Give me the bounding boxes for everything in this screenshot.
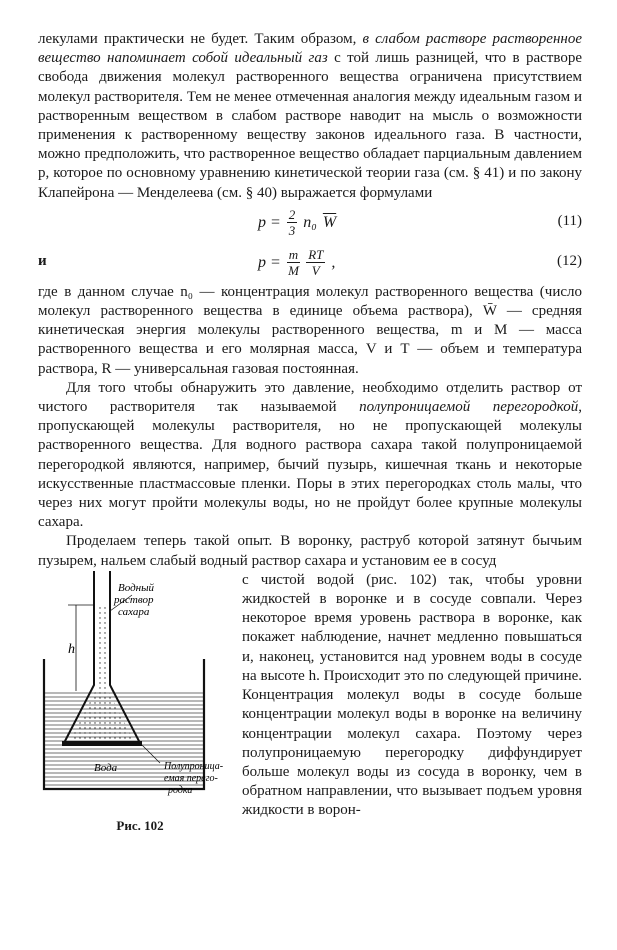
equation-number-12: (12) <box>557 252 582 269</box>
membrane <box>62 741 142 746</box>
label-water: Вода <box>94 761 118 774</box>
label-membrane-2: емая перего- <box>164 772 218 784</box>
paragraph-4: Проделаем теперь такой опыт. В воронку, раструб которой затянут бычьим пузырем, нальем слабый водный раствор сахара и установим ее в сосуд <box>38 533 582 569</box>
label-membrane-3: родка <box>168 784 193 796</box>
figure-102 <box>38 571 242 834</box>
figure-caption: Рис. 102 <box>116 817 164 833</box>
equation-12: и p = $\frac{m}{M}$ $\frac{RT}{V}$ , (12) <box>38 247 582 279</box>
label-membrane-1: Полупроница- <box>164 760 224 772</box>
label-solution-1: Водный <box>118 581 155 594</box>
osmosis-diagram <box>38 571 238 809</box>
equation-11: p = $\frac{2}{3}$ n₀ $\overline{W}$ (11) <box>258 207 582 239</box>
paragraph-2: где в данном случае n₀ — концентрация молекул растворенного вещества (число молекул растворенного вещества в единице объема раствора), W̄ — средняя кинетическая энергия молекулы растворенного вещества, m и M — масса растворенного вещества и его молярная масса, V и T — объем и температура раствора, R — универсальная газовая постоянная. <box>38 283 582 377</box>
page-text <box>38 30 582 834</box>
label-solution-2: раствор <box>114 593 154 606</box>
paragraph-3: Для того чтобы обнаружить это давление, необходимо отделить раствор от чистого растворителя так называемой полупроницаемой перегородкой, пропускающей молекулы растворителя, но не пропускающей молекулы растворенного вещества. Для водного раствора сахара такой полупроницаемой перегородкой являются, например, бычий пузырь, кишечная ткань и некоторые искусственные пластмассовые пленки. Поры в этих перегородках столь малы, что через них могут пройти молекулы воды, но не пройдут более крупные молекулы сахара. <box>38 379 582 531</box>
paragraph-4-side: с чистой водой (рис. 102) так, чтобы уровни жидкостей в воронке и в сосуде совпали. Через некоторое время уровень раствора в воронке, как покажет наблюдение, начнет медленно повышаться и, наконец, установится над уровнем воды в сосуде на высоте h. Происходит это по следующей причине. Концентрация молекул воды в сосуде больше концентрации молекул воды в воронке на величину концентрации молекул сахара. Поэтому через полупроницаемую перегородку диффундирует больше молекул воды из сосуда в воронку, чем в обратном направлении, что вызывает подъем уровня жидкости в ворон- <box>242 571 582 819</box>
label-solution-3: сахара <box>118 605 150 618</box>
paragraph-1: лекулами практически не будет. Таким образом, в слабом растворе растворенное вещество напоминает собой идеальный газ с той лишь разницей, что в растворе свобода движения молекул растворенного вещества ограничена присутствием молекул растворителя. Тем не менее отмеченная аналогия между идеальным газом и растворенным веществом в слабом растворе наводит на мысль о возможности применения к растворенному веществу законов идеального газа. В частности, можно предположить, что растворенное вещество обладает парциальным давлением p, которое по основному уравнению кинетической теории газа (см. § 41) и по закону Клапейрона — Менделеева (см. § 40) выражается формулами <box>38 31 583 201</box>
label-h: h <box>68 641 75 657</box>
equation-number-11: (11) <box>557 212 582 229</box>
